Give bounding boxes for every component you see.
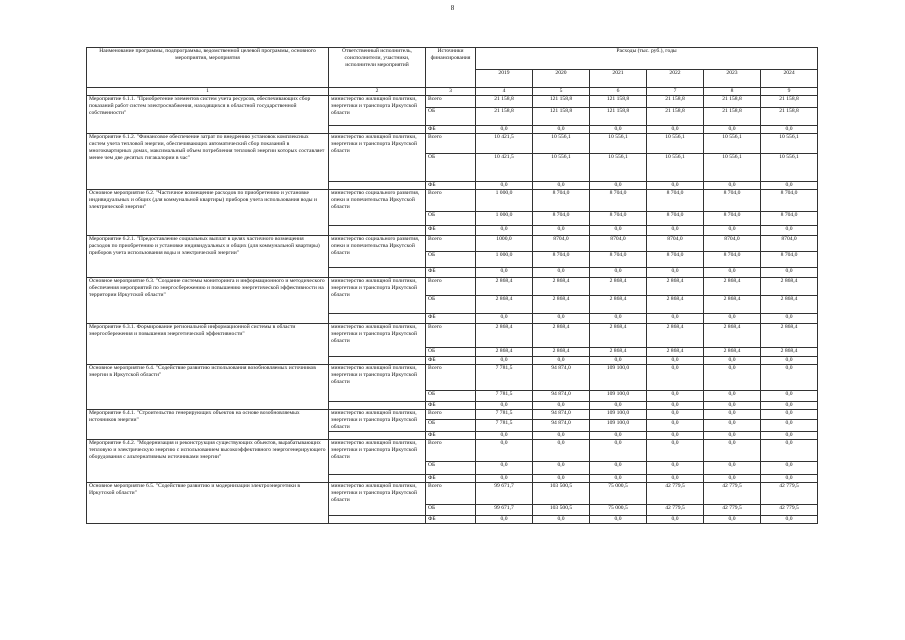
- header-year: 2019: [476, 70, 533, 88]
- header-year: 2024: [761, 70, 818, 88]
- funding-source: ФБ: [426, 475, 476, 483]
- funding-source: ОБ: [426, 154, 476, 182]
- expense-value: 103 500,5: [533, 483, 590, 505]
- funding-source: Всего: [426, 365, 476, 391]
- expense-value: 0,0: [704, 365, 761, 391]
- expense-value: 21 158,8: [647, 96, 704, 108]
- expense-value: 0,0: [647, 402, 704, 410]
- expense-value: 8704,0: [647, 236, 704, 252]
- expense-value: 2 868,4: [476, 278, 533, 296]
- expense-value: 8 704,0: [590, 212, 647, 226]
- expense-value: 0,0: [704, 420, 761, 432]
- expense-value: 10 556,1: [761, 154, 818, 182]
- measure-executor: министерство жилищной политики, энергетики и транспорта Иркутской области: [329, 96, 426, 126]
- funding-source: ФБ: [426, 226, 476, 236]
- funding-source: ФБ: [426, 182, 476, 190]
- expense-value: 10 556,1: [533, 134, 590, 154]
- expense-value: 0,0: [761, 420, 818, 432]
- expense-value: 8704,0: [704, 236, 761, 252]
- expense-value: 0,0: [476, 357, 533, 365]
- expense-value: 0,0: [647, 314, 704, 324]
- expense-value: 42 779,5: [704, 505, 761, 516]
- expense-value: 0,0: [533, 126, 590, 134]
- expense-value: 0,0: [590, 268, 647, 278]
- expense-value: 0,0: [647, 475, 704, 483]
- expense-value: 0,0: [647, 420, 704, 432]
- expense-value: 99 671,7: [476, 483, 533, 505]
- expense-value: 0,0: [533, 182, 590, 190]
- expense-value: 121 158,8: [533, 108, 590, 126]
- expense-value: 2 868,4: [590, 348, 647, 357]
- expense-value: 21 158,8: [761, 96, 818, 108]
- expense-value: 0,0: [533, 357, 590, 365]
- expense-value: 21 158,8: [704, 108, 761, 126]
- expense-value: 0,0: [533, 268, 590, 278]
- expense-value: 8 704,0: [647, 252, 704, 268]
- expense-value: 0,0: [476, 440, 533, 462]
- expense-value: 0,0: [590, 516, 647, 524]
- expense-value: 0,0: [761, 440, 818, 462]
- expense-value: 0,0: [476, 475, 533, 483]
- expense-value: 2 868,4: [704, 278, 761, 296]
- expense-value: 0,0: [476, 402, 533, 410]
- expense-value: 0,0: [704, 402, 761, 410]
- expense-value: 1000,0: [476, 236, 533, 252]
- expense-value: 0,0: [704, 440, 761, 462]
- column-number: 7: [647, 88, 704, 96]
- expense-value: 0,0: [590, 126, 647, 134]
- expense-value: 8 704,0: [761, 190, 818, 212]
- page-number: 8: [450, 4, 455, 12]
- funding-source: ФБ: [426, 268, 476, 278]
- measure-executor: министерство жилищной политики, энергетики и транспорта Иркутской области: [329, 365, 426, 402]
- funding-source: Всего: [426, 278, 476, 296]
- expense-value: 0,0: [647, 182, 704, 190]
- measure-executor: министерство жилищной политики, энергетики и транспорта Иркутской области: [329, 134, 426, 182]
- header-source: Источники финансирования: [426, 48, 476, 88]
- expense-value: 75 000,5: [590, 483, 647, 505]
- expense-value: 42 779,5: [647, 505, 704, 516]
- expense-value: 2 868,4: [533, 348, 590, 357]
- expense-value: 8 704,0: [647, 212, 704, 226]
- expense-value: 7 781,5: [476, 391, 533, 402]
- column-number: 9: [761, 88, 818, 96]
- funding-source: ОБ: [426, 348, 476, 357]
- table-row: [87, 190, 818, 212]
- expense-value: 0,0: [533, 516, 590, 524]
- column-number: 8: [704, 88, 761, 96]
- funding-source: ОБ: [426, 108, 476, 126]
- expense-value: 109 100,0: [590, 391, 647, 402]
- expense-value: 10 556,1: [533, 154, 590, 182]
- header-year: 2020: [533, 70, 590, 88]
- measure-name: Основное мероприятие 6.4. "Содействие развитию использования возобновляемых источников энергии в Иркутской области": [87, 365, 329, 410]
- measure-executor: министерство социального развития, опеки и попечительства Иркутской области: [329, 190, 426, 226]
- funding-source: Всего: [426, 324, 476, 348]
- expense-value: 10 556,1: [590, 134, 647, 154]
- table-row: [87, 96, 818, 108]
- expense-value: 0,0: [647, 432, 704, 440]
- empty-cell: [329, 432, 426, 440]
- expense-value: 21 158,8: [476, 96, 533, 108]
- measure-name: Мероприятие 6.4.2. "Модернизация и реконструкция существующих объектов, вырабатывающих тепловую и электрическую энергию с использованием высокоэффективного энергогенерирующего оборудования с альтернативным источниками энергии": [87, 440, 329, 483]
- expense-value: 42 779,5: [761, 505, 818, 516]
- table-row: [87, 278, 818, 296]
- expense-value: 2 868,4: [533, 278, 590, 296]
- expense-value: 2 868,4: [533, 296, 590, 314]
- funding-source: ФБ: [426, 126, 476, 134]
- expense-value: 0,0: [704, 391, 761, 402]
- expense-value: 8704,0: [533, 236, 590, 252]
- expense-value: 2 868,4: [761, 278, 818, 296]
- expenses-table: [86, 47, 818, 524]
- expense-value: 2 868,4: [647, 324, 704, 348]
- header-name: Наименование программы, подпрограммы, ведомственной целевой программы, основного мероприятия, мероприятия: [87, 48, 329, 88]
- column-number: 1: [87, 88, 329, 96]
- expense-value: 8 704,0: [590, 190, 647, 212]
- expense-value: 8 704,0: [704, 252, 761, 268]
- expense-value: 0,0: [761, 126, 818, 134]
- funding-source: ОБ: [426, 212, 476, 226]
- funding-source: ОБ: [426, 391, 476, 402]
- expense-value: 109 100,0: [590, 365, 647, 391]
- funding-source: Всего: [426, 190, 476, 212]
- column-number: 2: [329, 88, 426, 96]
- empty-cell: [329, 226, 426, 236]
- expense-value: 0,0: [761, 365, 818, 391]
- measure-executor: министерство жилищной политики, энергетики и транспорта Иркутской области: [329, 410, 426, 432]
- expense-value: 121 158,8: [590, 96, 647, 108]
- expense-value: 0,0: [704, 182, 761, 190]
- expense-value: 75 000,5: [590, 505, 647, 516]
- expense-value: 0,0: [590, 226, 647, 236]
- expense-value: 42 779,5: [704, 483, 761, 505]
- expense-value: 2 868,4: [761, 348, 818, 357]
- expense-value: 2 868,4: [533, 324, 590, 348]
- header-year: 2023: [704, 70, 761, 88]
- measure-name: Мероприятие 6.2.1. "Предоставление социальных выплат в целях частичного возмещения расходов по приобретению и установке индивидуальных и общих (для коммунальной квартиры) приборов учета использования воды и электрической энергии": [87, 236, 329, 278]
- table-row: [87, 134, 818, 154]
- column-number: 6: [590, 88, 647, 96]
- expense-value: 109 100,0: [590, 410, 647, 420]
- expense-value: 2 868,4: [647, 296, 704, 314]
- expense-value: 8 704,0: [761, 252, 818, 268]
- expense-value: 0,0: [761, 462, 818, 475]
- expense-value: 10 421,5: [476, 134, 533, 154]
- measure-executor: министерство жилищной политики, энергетики и транспорта Иркутской области: [329, 278, 426, 314]
- expense-value: 0,0: [647, 516, 704, 524]
- funding-source: Всего: [426, 134, 476, 154]
- expense-value: 0,0: [647, 365, 704, 391]
- expense-value: 2 868,4: [761, 296, 818, 314]
- expense-value: 8 704,0: [647, 190, 704, 212]
- expense-value: 0,0: [590, 402, 647, 410]
- funding-source: ОБ: [426, 296, 476, 314]
- expense-value: 8 704,0: [533, 190, 590, 212]
- table-row: [87, 365, 818, 391]
- expense-value: 0,0: [761, 402, 818, 410]
- expense-value: 0,0: [476, 182, 533, 190]
- expense-value: 0,0: [761, 314, 818, 324]
- funding-source: ФБ: [426, 516, 476, 524]
- expense-value: 99 671,7: [476, 505, 533, 516]
- expense-value: 2 868,4: [704, 348, 761, 357]
- funding-source: Всего: [426, 440, 476, 462]
- expense-value: 8 704,0: [590, 252, 647, 268]
- expense-value: 0,0: [533, 440, 590, 462]
- funding-source: ОБ: [426, 462, 476, 475]
- expense-value: 7 781,5: [476, 410, 533, 420]
- expense-value: 21 158,8: [761, 108, 818, 126]
- expense-value: 0,0: [647, 440, 704, 462]
- expense-value: 0,0: [761, 268, 818, 278]
- expense-value: 2 868,4: [647, 348, 704, 357]
- expense-value: 0,0: [476, 462, 533, 475]
- measure-executor: министерство жилищной политики, энергетики и транспорта Иркутской области: [329, 440, 426, 475]
- expense-value: 0,0: [533, 314, 590, 324]
- expense-value: 0,0: [590, 462, 647, 475]
- measure-name: Мероприятие 6.1.2. "Финансовое обеспечение затрат по внедрению установок комплексных систем учета тепловой энергии, обеспечивающих автоматический сбор показаний в многоквартирных домах, максимальный объем потребления тепловой энергии которых составляет менее чем две десятых гигакалории в час": [87, 134, 329, 190]
- expense-value: 94 874,0: [533, 365, 590, 391]
- expense-value: 8 704,0: [704, 190, 761, 212]
- expense-value: 94 874,0: [533, 410, 590, 420]
- expense-value: 2 868,4: [476, 296, 533, 314]
- expense-value: 0,0: [761, 475, 818, 483]
- expense-value: 103 500,5: [533, 505, 590, 516]
- expense-value: 2 868,4: [590, 278, 647, 296]
- funding-source: ФБ: [426, 402, 476, 410]
- expense-value: 0,0: [476, 516, 533, 524]
- measure-name: Основное мероприятие 6.3. "Создание системы мониторинга и информационного и методического обеспечения мероприятий по энергосбережению и повышению энергетической эффективности на территории Иркутской области": [87, 278, 329, 324]
- expense-value: 10 556,1: [647, 134, 704, 154]
- expense-value: 0,0: [761, 516, 818, 524]
- expense-value: 42 779,5: [761, 483, 818, 505]
- measure-name: Мероприятие 6.1.1. "Приобретение элементов систем учета ресурсов, обеспечивающих сбор показаний работ систем электроснабжения, находящихся в областной государственной собственности": [87, 96, 329, 134]
- expense-value: 8 704,0: [533, 252, 590, 268]
- header-year: 2021: [590, 70, 647, 88]
- expense-value: 0,0: [647, 410, 704, 420]
- expense-value: 0,0: [704, 516, 761, 524]
- expense-value: 0,0: [761, 357, 818, 365]
- expense-value: 2 868,4: [476, 348, 533, 357]
- table-row: [87, 410, 818, 420]
- header-executor: Ответственный исполнитель, соисполнители, участники, исполнители мероприятий: [329, 48, 426, 88]
- column-number: 3: [426, 88, 476, 96]
- expense-value: 0,0: [704, 432, 761, 440]
- expense-value: 2 868,4: [647, 278, 704, 296]
- expense-value: 10 421,5: [476, 154, 533, 182]
- expense-value: 0,0: [590, 314, 647, 324]
- measure-name: Мероприятие 6.4.1. "Строительство генерирующих объектов на основе возобновляемых источников энергии": [87, 410, 329, 440]
- expense-value: 0,0: [533, 226, 590, 236]
- expense-value: 0,0: [704, 357, 761, 365]
- table-row: [87, 236, 818, 252]
- expense-value: 0,0: [590, 357, 647, 365]
- expense-value: 0,0: [704, 268, 761, 278]
- empty-cell: [329, 126, 426, 134]
- expense-value: 2 868,4: [704, 296, 761, 314]
- expense-value: 0,0: [590, 440, 647, 462]
- expense-value: 121 158,8: [533, 96, 590, 108]
- expense-value: 94 874,0: [533, 391, 590, 402]
- measure-name: Основное мероприятие 6.5. "Содействие развитию и модернизации электроэнергетики в Иркутской области": [87, 483, 329, 524]
- empty-cell: [329, 516, 426, 524]
- expense-value: 8704,0: [590, 236, 647, 252]
- expense-value: 21 158,8: [704, 96, 761, 108]
- expense-value: 0,0: [647, 357, 704, 365]
- empty-cell: [329, 182, 426, 190]
- empty-cell: [329, 475, 426, 483]
- expense-value: 109 100,0: [590, 420, 647, 432]
- expense-value: 0,0: [647, 126, 704, 134]
- measure-name: Мероприятие 6.3.1. Формирование региональной информационной системы в области энергосбережения и повышения энергетической эффективности": [87, 324, 329, 365]
- expense-value: 1 000,0: [476, 252, 533, 268]
- expense-value: 10 556,1: [704, 154, 761, 182]
- funding-source: Всего: [426, 410, 476, 420]
- funding-source: Всего: [426, 236, 476, 252]
- expense-value: 0,0: [761, 432, 818, 440]
- expense-value: 1 000,0: [476, 190, 533, 212]
- header-year: 2022: [647, 70, 704, 88]
- expense-value: 0,0: [761, 410, 818, 420]
- expense-value: 0,0: [476, 314, 533, 324]
- measure-executor: министерство социального развития, опеки и попечительства Иркутской области: [329, 236, 426, 268]
- expense-value: 0,0: [761, 182, 818, 190]
- expense-value: 0,0: [476, 432, 533, 440]
- expense-value: 0,0: [704, 126, 761, 134]
- expense-value: 0,0: [476, 268, 533, 278]
- measure-executor: министерство жилищной политики, энергетики и транспорта Иркутской области: [329, 483, 426, 516]
- expense-value: 0,0: [647, 268, 704, 278]
- expense-value: 121 158,8: [590, 108, 647, 126]
- expense-value: 0,0: [704, 475, 761, 483]
- funding-source: ОБ: [426, 252, 476, 268]
- expense-value: 2 868,4: [590, 296, 647, 314]
- expense-value: 0,0: [476, 126, 533, 134]
- funding-source: ФБ: [426, 314, 476, 324]
- expense-value: 0,0: [704, 314, 761, 324]
- expense-value: 0,0: [647, 462, 704, 475]
- measure-executor: министерство жилищной политики, энергетики и транспорта Иркутской области: [329, 324, 426, 357]
- expense-value: 94 874,0: [533, 420, 590, 432]
- expense-value: 2 868,4: [704, 324, 761, 348]
- expense-value: 0,0: [647, 391, 704, 402]
- expense-value: 42 779,5: [647, 483, 704, 505]
- expense-value: 10 556,1: [590, 154, 647, 182]
- empty-cell: [329, 402, 426, 410]
- funding-source: ФБ: [426, 432, 476, 440]
- expense-value: 2 868,4: [761, 324, 818, 348]
- expense-value: 10 556,1: [647, 154, 704, 182]
- expense-value: 0,0: [533, 402, 590, 410]
- expense-value: 0,0: [476, 226, 533, 236]
- empty-cell: [329, 314, 426, 324]
- empty-cell: [329, 357, 426, 365]
- column-number: 4: [476, 88, 533, 96]
- expense-value: 10 556,1: [704, 134, 761, 154]
- expense-value: 0,0: [704, 226, 761, 236]
- table-row: [87, 324, 818, 348]
- table-row: [87, 483, 818, 505]
- funding-source: Всего: [426, 96, 476, 108]
- expense-value: 10 556,1: [761, 134, 818, 154]
- expense-value: 0,0: [647, 226, 704, 236]
- funding-source: ОБ: [426, 420, 476, 432]
- expense-value: 21 158,8: [647, 108, 704, 126]
- expense-value: 0,0: [761, 226, 818, 236]
- expense-value: 2 868,4: [476, 324, 533, 348]
- funding-source: Всего: [426, 483, 476, 505]
- expense-value: 0,0: [761, 391, 818, 402]
- expense-value: 2 868,4: [590, 324, 647, 348]
- table-row: [87, 440, 818, 462]
- measure-name: Основное мероприятие 6.2. "Частичное возмещение расходов по приобретению и установке индивидуальных и общих (для коммунальной квартиры) приборов учета использования воды и электрической энергии": [87, 190, 329, 236]
- expense-value: 0,0: [704, 410, 761, 420]
- expense-value: 0,0: [533, 462, 590, 475]
- expense-value: 8704,0: [761, 236, 818, 252]
- expense-value: 21 158,8: [476, 108, 533, 126]
- empty-cell: [329, 268, 426, 278]
- expense-value: 0,0: [590, 432, 647, 440]
- funding-source: ФБ: [426, 357, 476, 365]
- expense-value: 0,0: [704, 462, 761, 475]
- expense-value: 8 704,0: [533, 212, 590, 226]
- expense-value: 0,0: [590, 182, 647, 190]
- funding-source: ОБ: [426, 505, 476, 516]
- expense-value: 8 704,0: [761, 212, 818, 226]
- expense-value: 7 781,5: [476, 365, 533, 391]
- expense-value: 0,0: [590, 475, 647, 483]
- expense-value: 7 781,5: [476, 420, 533, 432]
- header-expenses: Расходы (тыс. руб.), годы: [476, 48, 818, 70]
- expense-value: 0,0: [533, 432, 590, 440]
- expense-value: 1 000,0: [476, 212, 533, 226]
- expense-value: 8 704,0: [704, 212, 761, 226]
- expense-value: 0,0: [533, 475, 590, 483]
- column-number: 5: [533, 88, 590, 96]
